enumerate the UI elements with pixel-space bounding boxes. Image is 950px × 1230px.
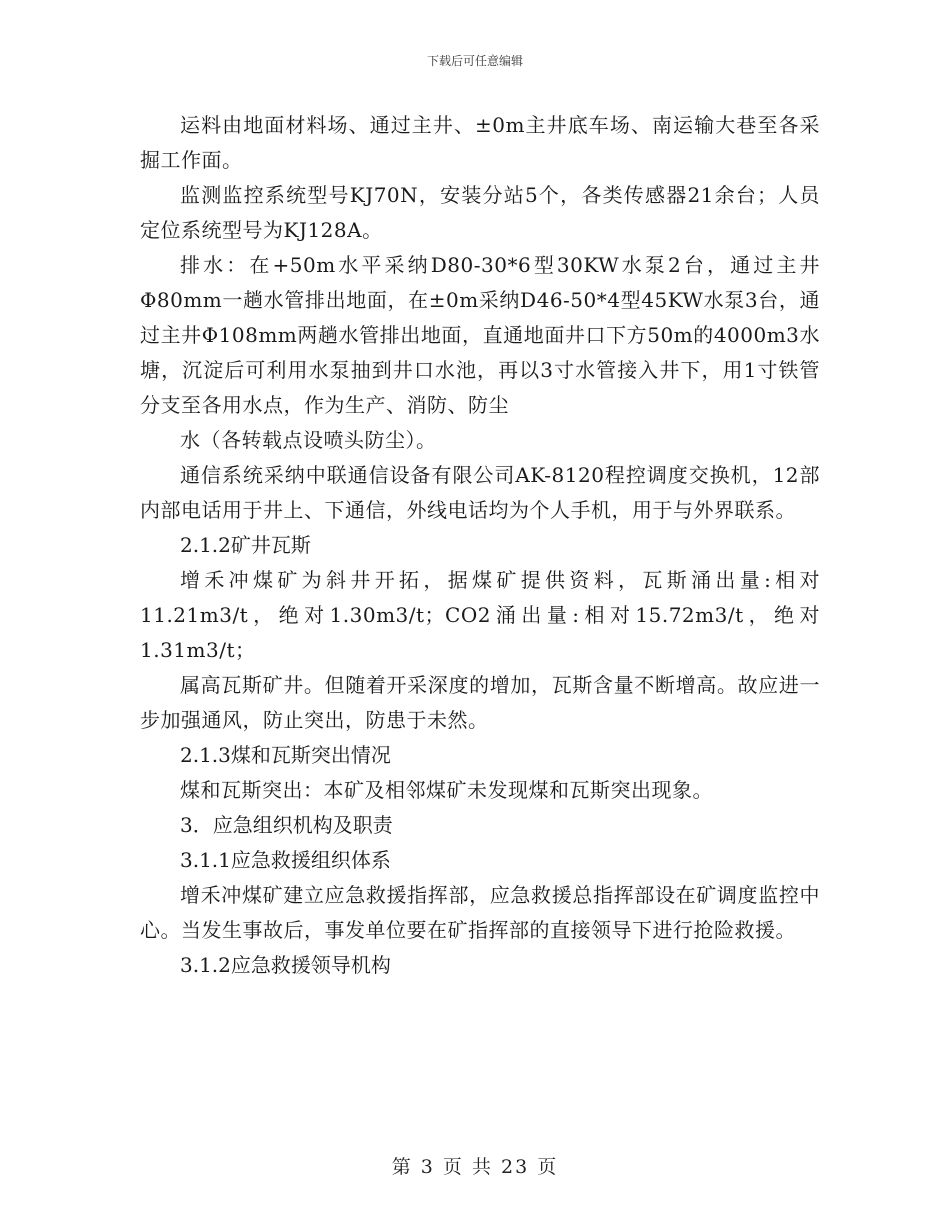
page-header-note: 下载后可任意编辑 — [426, 54, 523, 68]
paragraph-outburst: 煤和瓦斯突出：本矿及相邻煤矿未发现煤和瓦斯突出现象。 — [180, 778, 713, 802]
section-heading-3-1-1: 3.1.1应急救援组织体系 — [180, 848, 391, 872]
paragraph-drainage-continued: 水（各转载点设喷头防尘）。 — [180, 428, 437, 452]
paragraph-material-transport: 运料由地面材料场、通过主井、±0m主井底车场、南运输大巷至各采掘工作面。 — [140, 113, 820, 172]
page-number-footer: 第 3 页 共 23 页 — [391, 1156, 559, 1178]
paragraph-monitoring-system: 监测监控系统型号KJ70N，安装分站5个，各类传感器21余台；人员定位系统型号为KJ128A。 — [140, 183, 820, 242]
paragraph-gas-emission: 增禾冲煤矿为斜井开拓，据煤矿提供资料，瓦斯涌出量:相对11.21m3/t，绝对1.30m3/t；CO2涌出量:相对15.72m3/t，绝对1.31m3/t； — [140, 568, 820, 662]
document-body — [140, 108, 820, 983]
paragraph-high-gas-mine: 属高瓦斯矿井。但随着开采深度的增加，瓦斯含量不断增高。故应进一步加强通风，防止突出，防患于未然。 — [140, 673, 820, 732]
paragraph-drainage: 排水：在+50m水平采纳D80-30*6型30KW水泵2台，通过主井Φ80mm一趟水管排出地面，在±0m采纳D46-50*4型45KW水泵3台，通过主井Φ108mm两趟水管排出地面，直通地面井口下方50m的4000m3水塘，沉淀后可利用水泵抽到井口水池，再以3寸水管接入井下，用1寸铁管分支至各用水点，作为生产、消防、防尘 — [140, 253, 820, 417]
paragraph-command-center: 增禾冲煤矿建立应急救援指挥部，应急救援总指挥部设在矿调度监控中心。当发生事故后，事发单位要在矿指挥部的直接领导下进行抢险救援。 — [140, 883, 820, 942]
section-heading-2-1-3: 2.1.3煤和瓦斯突出情况 — [180, 743, 391, 767]
section-heading-3: 3．应急组织机构及职责 — [180, 813, 393, 837]
paragraph-communication: 通信系统采纳中联通信设备有限公司AK-8120程控调度交换机，12部内部电话用于井上、下通信，外线电话均为个人手机，用于与外界联系。 — [140, 463, 820, 522]
section-heading-2-1-2: 2.1.2矿井瓦斯 — [180, 533, 311, 557]
section-heading-3-1-2: 3.1.2应急救援领导机构 — [180, 953, 391, 977]
